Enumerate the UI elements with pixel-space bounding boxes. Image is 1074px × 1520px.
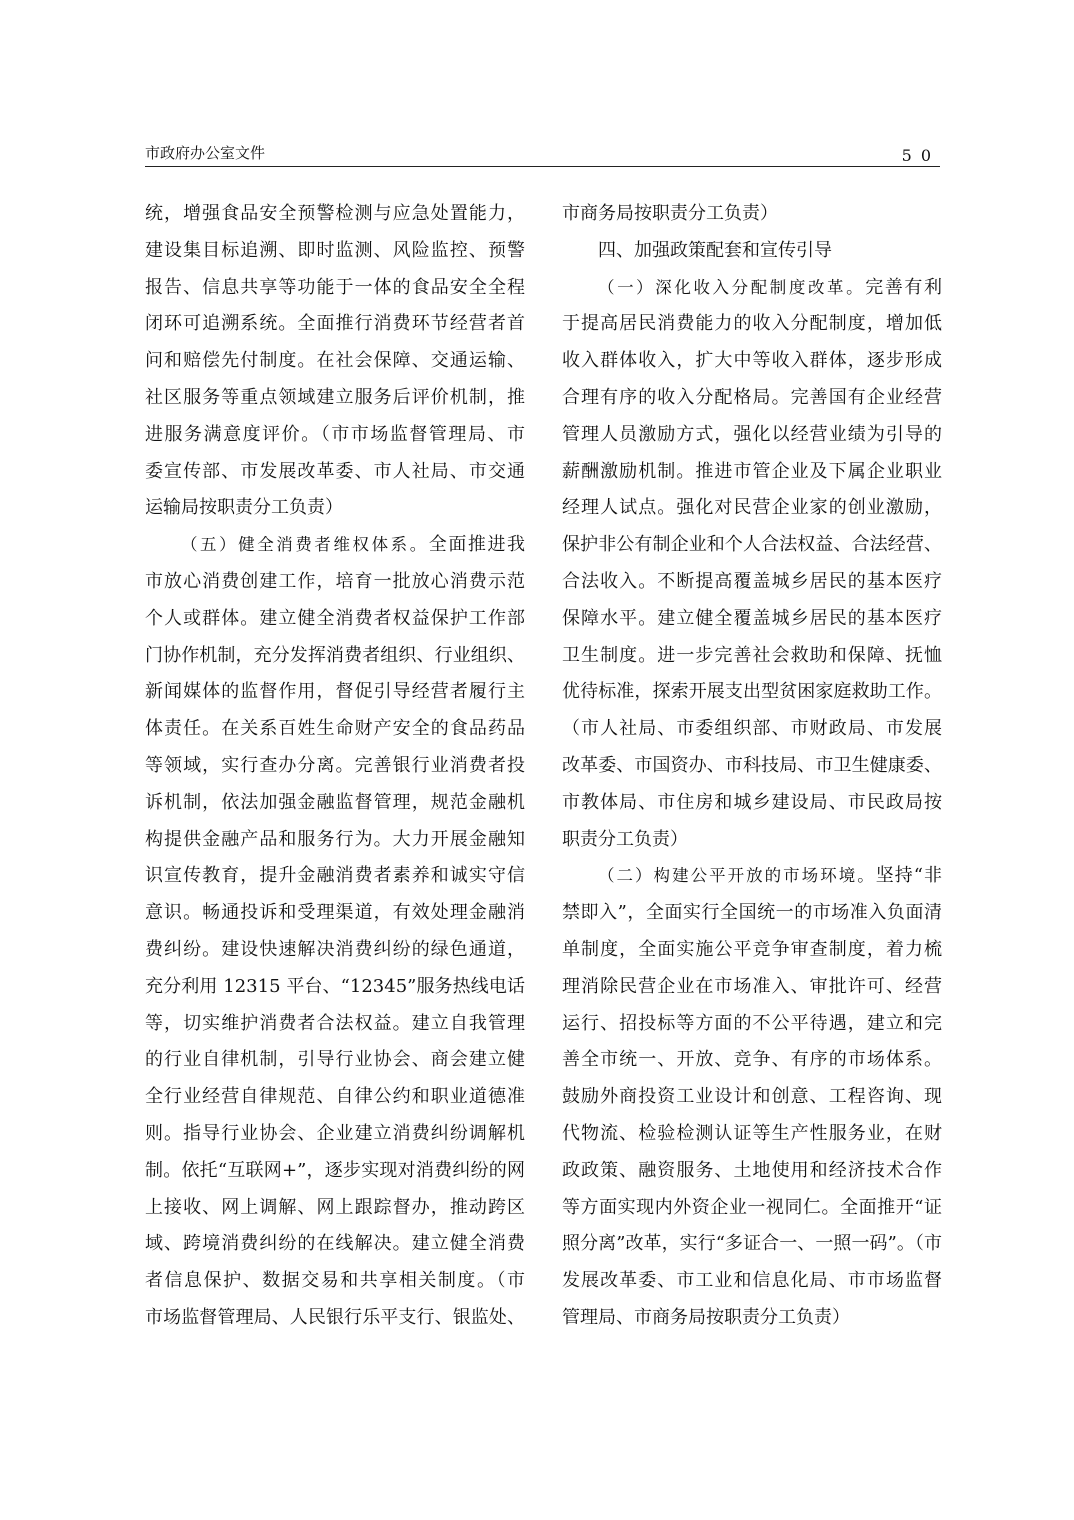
text-line: 理消除民营企业在市场准入、审批许可、经营	[562, 975, 942, 997]
text-line: 合理有序的收入分配格局。完善国有企业经营	[562, 386, 942, 408]
text-line: 市教体局、市住房和城乡建设局、市民政局按	[562, 791, 942, 813]
paragraph-first-line	[562, 270, 942, 307]
text-line: 善全市统一、开放、竞争、有序的市场体系。	[562, 1049, 942, 1071]
text-line: 者信息保护、数据交易和共享相关制度。（市	[145, 1270, 525, 1292]
text-line: 域、跨境消费纠纷的在线解决。建立健全消费	[145, 1233, 525, 1255]
text-line: 单制度，全面实施公平竞争审查制度，着力梳	[562, 938, 942, 960]
left-column	[145, 196, 525, 1337]
text-line: 保障水平。建立健全覆盖城乡居民的基本医疗	[562, 607, 942, 629]
text-line: 诉机制，依法加强金融监督管理，规范金融机	[145, 791, 525, 813]
text-line: 委宣传部、市发展改革委、市人社局、市交通	[145, 460, 525, 482]
text-line: 体责任。在关系百姓生命财产安全的食品药品	[145, 718, 525, 740]
text-line: 照分离”改革，实行“多证合一、一照一码”。（市	[562, 1233, 942, 1255]
text-line: 市场监督管理局、人民银行乐平支行、银监处、	[145, 1306, 525, 1328]
text-line: 于提高居民消费能力的收入分配制度，增加低	[562, 313, 942, 335]
subsection-heading: （二）构建公平开放的市场环境。	[598, 866, 876, 886]
text-line: 个人或群体。建立健全消费者权益保护工作部	[145, 607, 525, 629]
text-line: 禁即入”，全面实行全国统一的市场准入负面清	[562, 902, 942, 924]
text-run: 坚持“非	[875, 865, 943, 887]
text-line: 职责分工负责）	[562, 828, 688, 850]
text-line: 代物流、检验检测认证等生产性服务业，在财	[562, 1122, 942, 1144]
text-line: 充分利用 12315 平台、“12345”服务热线电话	[145, 975, 525, 997]
text-run: 全面推进我	[428, 534, 526, 556]
text-line: 问和赔偿先付制度。在社会保障、交通运输、	[145, 350, 525, 372]
text-line: 运行、招投标等方面的不公平待遇，建立和完	[562, 1012, 942, 1034]
text-line: （市人社局、市委组织部、市财政局、市发展	[562, 718, 942, 740]
subsection-heading: （五）健全消费者维权体系。	[181, 535, 429, 555]
text-line: 制。依托“互联网+”，逐步实现对消费纠纷的网	[145, 1159, 525, 1181]
text-line: 进服务满意度评价。（市市场监督管理局、市	[145, 423, 525, 445]
paragraph-first-line	[145, 527, 525, 564]
subsection-heading: （一）深化收入分配制度改革。	[598, 277, 866, 297]
text-run: 完善有利	[865, 276, 943, 298]
paragraph-first-line	[562, 858, 942, 895]
text-line: 收入群体收入，扩大中等收入群体，逐步形成	[562, 350, 942, 372]
text-line: 等方面实现内外资企业一视同仁。全面推开“证	[562, 1196, 942, 1218]
text-line: 报告、信息共享等功能于一体的食品安全全程	[145, 276, 525, 298]
text-line: 门协作机制，充分发挥消费者组织、行业组织、	[145, 644, 525, 666]
text-line: 闭环可追溯系统。全面推行消费环节经营者首	[145, 313, 525, 335]
text-line: 管理人员激励方式，强化以经营业绩为引导的	[562, 423, 942, 445]
text-line: 则。指导行业协会、企业建立消费纠纷调解机	[145, 1122, 525, 1144]
text-line: 的行业自律机制，引导行业协会、商会建立健	[145, 1049, 525, 1071]
text-line: 运输局按职责分工负责）	[145, 497, 343, 519]
text-line: 建设集目标追溯、即时监测、风险监控、预警	[145, 239, 525, 261]
text-line: 经理人试点。强化对民营企业家的创业激励，	[562, 497, 942, 519]
text-line: 薪酬激励机制。推进市管企业及下属企业职业	[562, 460, 942, 482]
text-line: 管理局、市商务局按职责分工负责）	[562, 1306, 850, 1328]
text-line: 政政策、融资服务、土地使用和经济技术合作	[562, 1159, 942, 1181]
header-document-title: 市政府办公室文件	[145, 144, 266, 162]
text-line: 改革委、市国资办、市科技局、市卫生健康委、	[562, 754, 942, 776]
right-column	[562, 196, 942, 1337]
text-line: 统，增强食品安全预警检测与应急处置能力，	[145, 203, 525, 224]
text-line: 社区服务等重点领域建立服务后评价机制，推	[145, 386, 525, 408]
text-line: 卫生制度。进一步完善社会救助和保障、抚恤	[562, 644, 942, 666]
text-line: 优待标准，探索开展支出型贫困家庭救助工作。	[562, 681, 942, 703]
section-heading: 四、加强政策配套和宣传引导	[598, 239, 832, 261]
text-line: 等，切实维护消费者合法权益。建立自我管理	[145, 1012, 525, 1034]
text-line: 市商务局按职责分工负责）	[562, 203, 778, 224]
text-line: 构提供金融产品和服务行为。大力开展金融知	[145, 828, 525, 850]
text-line: 上接收、网上调解、网上跟踪督办，推动跨区	[145, 1196, 525, 1218]
text-line: 发展改革委、市工业和信息化局、市市场监督	[562, 1270, 942, 1292]
text-line: 新闻媒体的监督作用，督促引导经营者履行主	[145, 681, 525, 703]
page-header	[145, 146, 940, 167]
text-line: 市放心消费创建工作，培育一批放心消费示范	[145, 570, 525, 592]
text-line: 费纠纷。建设快速解决消费纠纷的绿色通道，	[145, 938, 525, 960]
text-line: 意识。畅通投诉和受理渠道，有效处理金融消	[145, 902, 525, 924]
text-line: 合法收入。不断提高覆盖城乡居民的基本医疗	[562, 570, 942, 592]
text-line: 保护非公有制企业和个人合法权益、合法经营、	[562, 534, 942, 556]
text-line: 鼓励外商投资工业设计和创意、工程咨询、现	[562, 1086, 942, 1108]
page-number: 50	[901, 146, 940, 165]
text-line: 识宣传教育，提升金融消费者素养和诚实守信	[145, 865, 525, 887]
text-line: 全行业经营自律规范、自律公约和职业道德准	[145, 1086, 525, 1108]
text-line: 等领域，实行查办分离。完善银行业消费者投	[145, 754, 525, 776]
